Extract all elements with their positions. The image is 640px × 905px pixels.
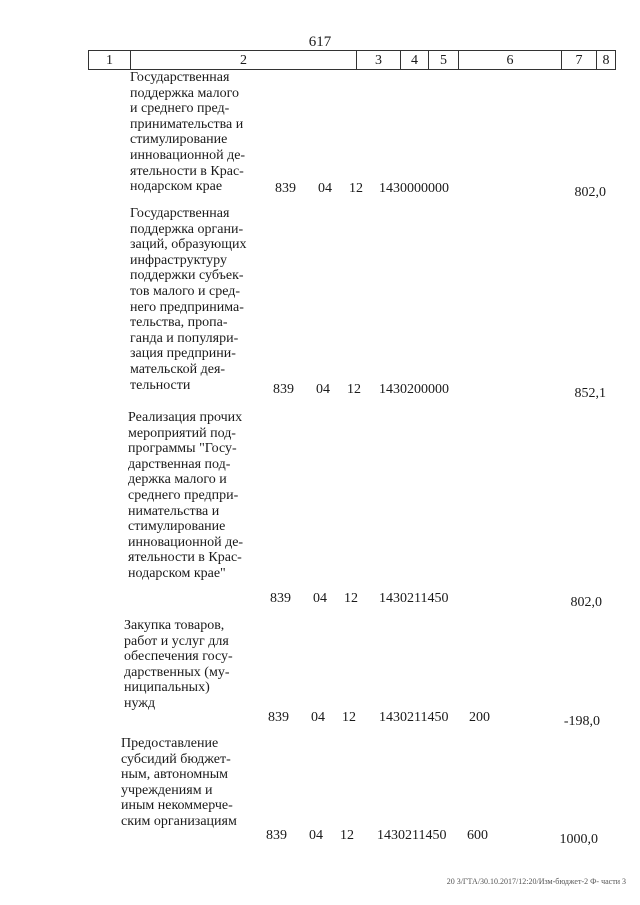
cell-col8: -198,0: [563, 714, 600, 729]
cell-col3: 839: [273, 382, 294, 397]
row-description: Предоставление субсидий бюджет- ным, автономным учреждениям и иным некоммерче- ским организациям: [121, 736, 237, 829]
table-header-row: [88, 50, 616, 70]
cell-col8: 852,1: [574, 386, 606, 401]
cell-col7: 600: [467, 828, 488, 843]
row-description: Государственная поддержка органи- заций, образующих инфраструктуру поддержки субъек- тов малого и сред- него предпринима- тельства, пропа- ганда и популяри- зация предприни- мательской дея- тельности: [130, 206, 247, 393]
cell-col6: 1430200000: [379, 382, 449, 397]
header-col-2: 2: [131, 51, 357, 69]
cell-col4: 04: [311, 710, 325, 725]
cell-col6: 1430000000: [379, 181, 449, 196]
cell-col6: 1430211450: [379, 591, 449, 606]
cell-col3: 839: [270, 591, 291, 606]
cell-col7: 200: [469, 710, 490, 725]
cell-col4: 04: [309, 828, 323, 843]
header-col-4: 4: [401, 51, 429, 69]
header-col-7: 7: [562, 51, 597, 69]
cell-col5: 12: [342, 710, 356, 725]
cell-col8: 802,0: [574, 185, 606, 200]
header-col-3: 3: [357, 51, 401, 69]
cell-col6: 1430211450: [379, 710, 449, 725]
row-description: Государственная поддержка малого и среднего пред- принимательства и стимулирование инновационной де- ятельности в Крас- нодарском крае: [130, 70, 246, 195]
row-description: Закупка товаров, работ и услуг для обеспечения госу- дарственных (му- ниципальных) нужд: [124, 618, 233, 711]
cell-col5: 12: [340, 828, 354, 843]
cell-col5: 12: [347, 382, 361, 397]
header-col-8: 8: [602, 53, 610, 68]
cell-col4: 04: [316, 382, 330, 397]
cell-col5: 12: [349, 181, 363, 196]
cell-col4: 04: [318, 181, 332, 196]
cell-col3: 839: [268, 710, 289, 725]
cell-col3: 839: [266, 828, 287, 843]
header-col-6: 6: [459, 51, 562, 69]
header-col-5: 5: [429, 51, 459, 69]
cell-col6: 1430211450: [377, 828, 447, 843]
cell-col3: 839: [275, 181, 296, 196]
header-col-1: 1: [89, 51, 131, 69]
cell-col8: 1000,0: [559, 832, 598, 847]
row-description: Реализация прочих мероприятий под- программы "Госу- дарственная под- держка малого и среднего предпри- нимательства и стимулирование инновационной де- ятельности в Крас- нодарском крае": [128, 410, 244, 581]
page-number: 617: [308, 34, 332, 50]
cell-col8: 802,0: [570, 595, 602, 610]
footer-note: 20 3/ГТА/30.10.2017/12:20/Изм-бюджет-2 Ф- части 3: [446, 877, 626, 886]
cell-col4: 04: [313, 591, 327, 606]
cell-col5: 12: [344, 591, 358, 606]
